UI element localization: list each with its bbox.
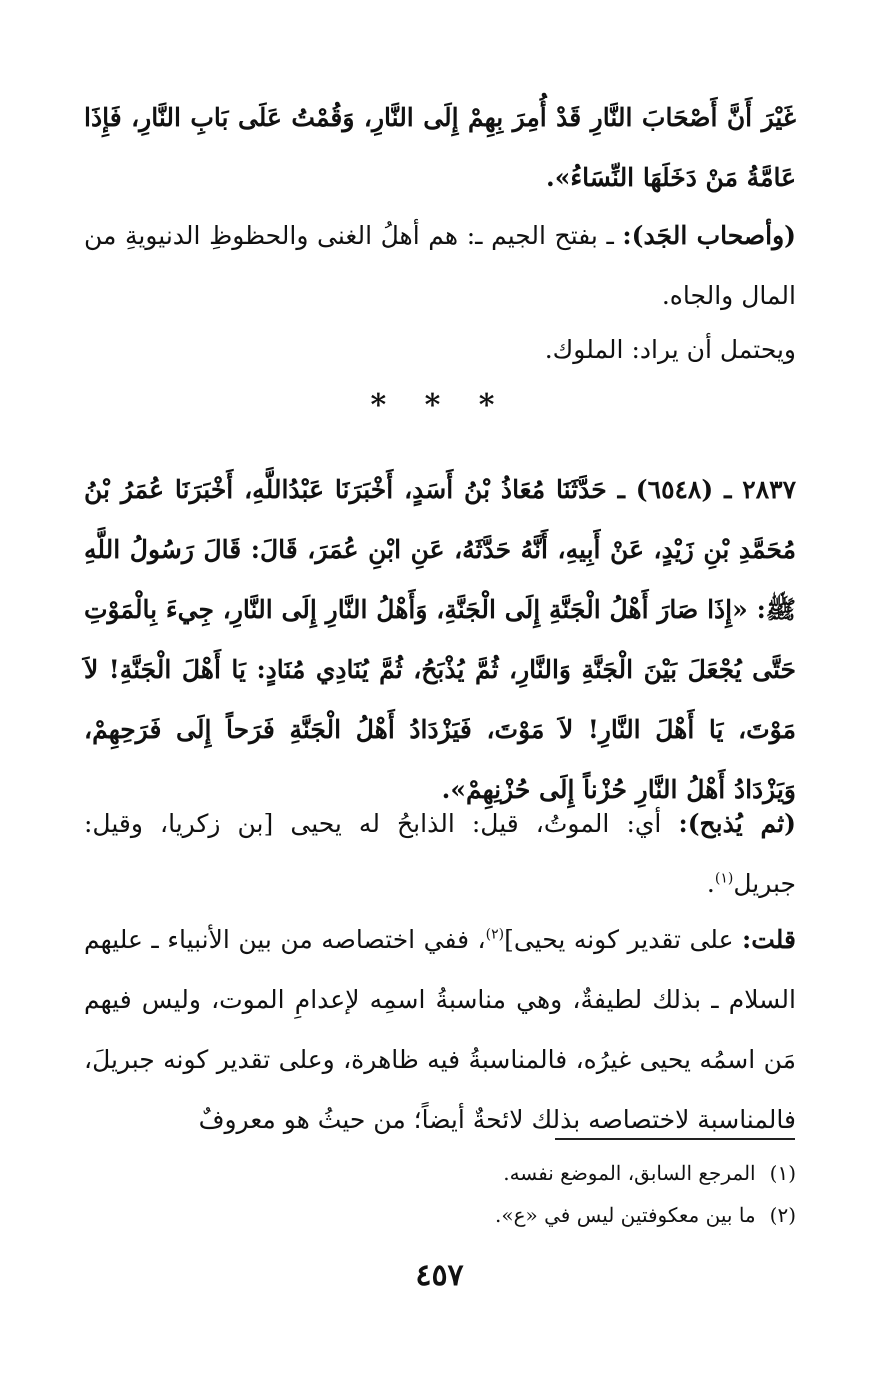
commentary-text: على تقدير كونه يحيى] [504, 925, 742, 954]
footnote-1 [84, 1152, 796, 1194]
commentary-text-cont: ، ففي اختصاصه من بين الأنبياء ـ عليهم السلام ـ بذلك لطيفةٌ، وهي مناسبةُ اسمِه لإعدامِ الموت، وليس فيهم مَن اسمُه يحيى غيرُه، فالمناسبةُ فيه ظاهرة، وعلى تقدير كونه جبريلَ، فالمناسبة لاختصاصه بذلك لائحةٌ أيضاً؛ من حيثُ هو معروفٌ [84, 925, 796, 1134]
paragraph-commentary-qultu [84, 910, 796, 1150]
paragraph-text: ٢٨٣٧ ـ (٦٥٤٨) ـ حَدَّثَنَا مُعَاذُ بْنُ أَسَدٍ، أَخْبَرَنَا عَبْدُاللَّهِ، أَخْبَرَنَا عُمَرُ بْنُ مُحَمَّدِ بْنِ زَيْدٍ، عَنْ أَبِيهِ، أَنَّهُ حَدَّثَهُ، عَنِ ابْنِ عُمَرَ، قَالَ: قَالَ رَسُولُ اللَّهِ ﷺ: «إِذَا صَارَ أَهْلُ الْجَنَّةِ إِلَى الْجَنَّةِ، وَأَهْلُ النَّارِ إِلَى النَّارِ، جِيءَ بِالْمَوْتِ حَتَّى يُجْعَلَ بَيْنَ الْجَنَّةِ وَالنَّارِ، ثُمَّ يُذْبَحُ، ثُمَّ يُنَادِي مُنَادٍ: يَا أَهْلَ الْجَنَّةِ! لاَ مَوْتَ، يَا أَهْلَ النَّارِ! لاَ مَوْتَ، فَيَزْدَادُ أَهْلُ الْجَنَّةِ فَرَحاً إِلَى فَرَحِهِمْ، وَيَزْدَادُ أَهْلُ النَّارِ حُزْناً إِلَى حُزْنِهِمْ». [84, 475, 796, 804]
footnote-ref-1: (١) [714, 870, 734, 887]
paragraph-text: ويحتمل أن يراد: الملوك. [544, 335, 796, 364]
paragraph-text [84, 206, 796, 326]
paragraph-text [84, 910, 796, 1150]
footnote-text: ما بين معكوفتين ليس في «ع». [494, 1203, 756, 1227]
footnote-2 [84, 1194, 796, 1236]
paragraph-text [84, 794, 796, 914]
paragraph-hadith-2837 [84, 460, 796, 820]
commentary-lead: قلت: [741, 925, 796, 954]
footnote-number: (٢) [769, 1203, 796, 1227]
footnote-divider [555, 1138, 795, 1140]
commentary-text: أي: الموتُ، قيل: الذابحُ له يحيى [بن زكريا، وقيل: جبريل [84, 809, 796, 898]
section-separator-stars: * * * [370, 388, 509, 423]
commentary-lead: (ثم يُذبح): [678, 809, 796, 838]
page-number: ٤٥٧ [415, 1258, 464, 1293]
commentary-lead: (وأصحاب الجَد): [622, 221, 796, 250]
commentary-text: ـ بفتح الجيم ـ: هم أهلُ الغنى والحظوظِ الدنيويةِ من المال والجاه. [84, 221, 796, 310]
footnotes [84, 1152, 796, 1236]
paragraph-commentary-slaughter [84, 794, 796, 914]
paragraph-hadith-end [84, 88, 796, 208]
paragraph-text: غَيْرَ أَنَّ أَصْحَابَ النَّارِ قَدْ أُمِرَ بِهِمْ إِلَى النَّارِ، وَقُمْتُ عَلَى بَابِ النَّارِ، فَإِذَا عَامَّةُ مَنْ دَخَلَهَا النِّسَاءُ». [84, 103, 796, 192]
commentary-text-end: . [706, 869, 715, 898]
footnote-ref-2: (٢) [485, 926, 505, 943]
footnote-number: (١) [769, 1161, 796, 1185]
footnote-text: المرجع السابق، الموضع نفسه. [503, 1161, 756, 1185]
paragraph-commentary-jad [84, 206, 796, 326]
paragraph-commentary-kings [84, 320, 796, 380]
